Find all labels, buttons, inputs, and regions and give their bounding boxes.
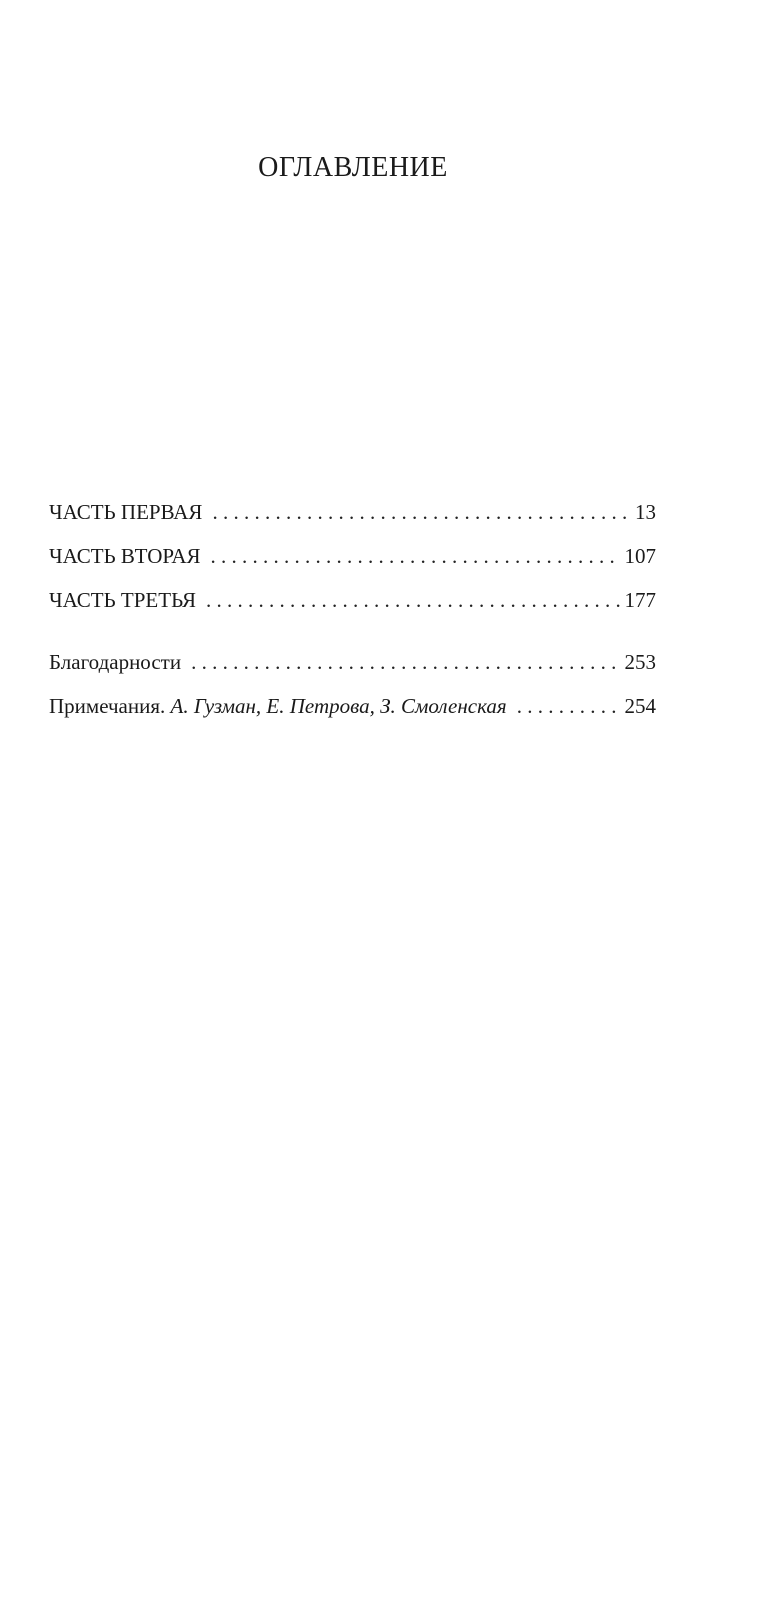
dot-leader xyxy=(206,586,620,614)
dot-leader xyxy=(517,692,621,720)
toc-entry-label: ЧАСТЬ ВТОРАЯ xyxy=(49,544,201,568)
toc-page-number: 253 xyxy=(624,650,656,674)
toc-entry-label: Благодарности xyxy=(49,650,182,674)
toc-entry-acknowledgements[interactable] xyxy=(49,648,656,676)
toc-entry-part-one[interactable] xyxy=(49,498,656,526)
toc-page-number: 13 xyxy=(635,500,656,524)
toc-page-number: 177 xyxy=(624,588,656,612)
toc-entry-label: ЧАСТЬ ТРЕТЬЯ xyxy=(49,588,197,612)
toc-entry-authors: А. Гузман, Е. Петрова, З. Смоленская xyxy=(170,694,507,718)
toc-entry-notes[interactable] xyxy=(49,692,656,720)
toc-entry-label-text: Примечания. xyxy=(49,694,166,718)
table-of-contents xyxy=(49,0,656,1600)
toc-entry-label: ЧАСТЬ ПЕРВАЯ xyxy=(49,500,203,524)
toc-entry-part-two[interactable] xyxy=(49,542,656,570)
toc-page-number: 107 xyxy=(624,544,656,568)
toc-page-number: 254 xyxy=(624,694,656,718)
page-title: ОГЛАВЛЕНИЕ xyxy=(258,152,448,183)
toc-entry-label xyxy=(49,692,507,720)
dot-leader xyxy=(212,498,630,526)
dot-leader xyxy=(211,542,621,570)
toc-entry-part-three[interactable] xyxy=(49,586,656,614)
dot-leader xyxy=(191,648,620,676)
